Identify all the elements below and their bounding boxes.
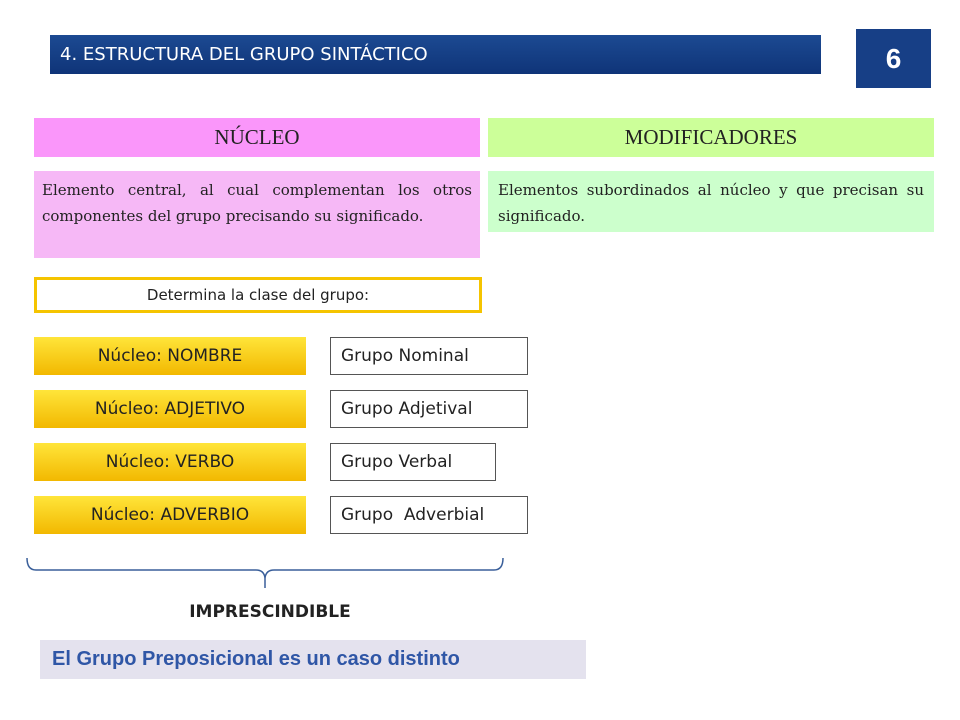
determina-label-box: Determina la clase del grupo: [34,277,482,313]
nucleo-heading: NÚCLEO [34,118,480,157]
slide-number-badge: 6 [856,29,931,88]
nucleo-adjetivo-box: Núcleo: ADJETIVO [34,390,306,428]
section-title: 4. ESTRUCTURA DEL GRUPO SINTÁCTICO [60,44,428,65]
preposicional-note: El Grupo Preposicional es un caso distinto [40,640,586,679]
nucleo-description: Elemento central, al cual complementan los otros componentes del grupo precisando su significado. [34,171,480,258]
grupo-verbal-box: Grupo Verbal [330,443,496,481]
modificadores-heading: MODIFICADORES [488,118,934,157]
curly-brace-icon [24,556,506,590]
modificadores-description: Elementos subordinados al núcleo y que precisan su significado. [488,171,934,232]
grupo-adjetival-box: Grupo Adjetival [330,390,528,428]
grupo-nominal-box: Grupo Nominal [330,337,528,375]
section-header [50,35,821,74]
nucleo-adverbio-box: Núcleo: ADVERBIO [34,496,306,534]
nucleo-nombre-box: Núcleo: NOMBRE [34,337,306,375]
grupo-adverbial-box: Grupo Adverbial [330,496,528,534]
nucleo-verbo-box: Núcleo: VERBO [34,443,306,481]
imprescindible-label: IMPRESCINDIBLE [189,602,351,622]
